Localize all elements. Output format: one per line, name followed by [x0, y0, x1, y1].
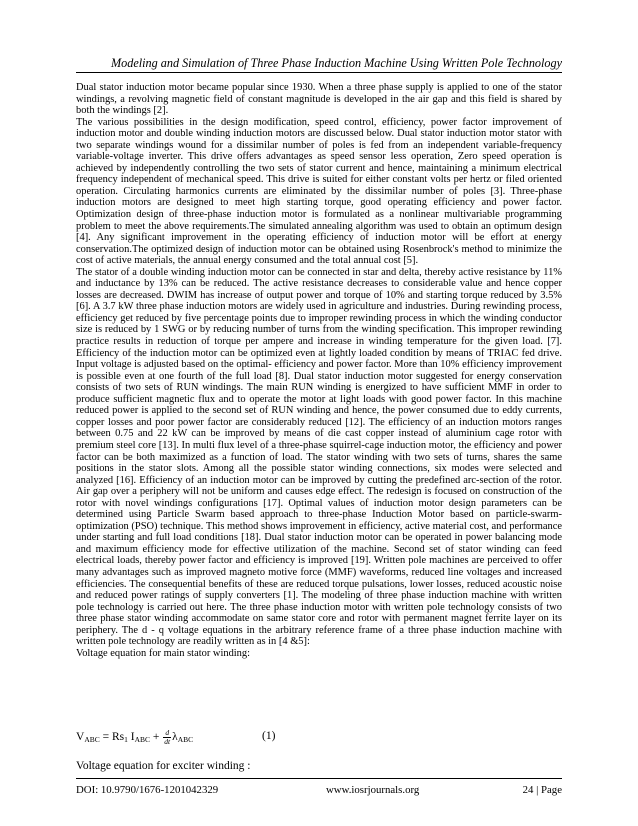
- paragraph-double-winding: The stator of a double winding induction motor can be connected in star and delta, thereby active resistance by 11% and inductance by 13% can be reduced. The active resistance decreases to considerable value and hence copper losses are decreased. DWIM has increase of output power and torque of 10% and starting torque reduced by 3.5% [6]. A 3.7 kW three phase induction motors are widely used in agriculture and industries. During rewinding process, efficiency get reduced by five percentage points due to improper rewinding process in which the winding conductor size is reduced by 1 SWG or by reducing number of turns from the winding specification. This improper rewinding practice results in reduction of torque per ampere and increase in winding temperature for the given load. [7]. Efficiency of the induction motor can be optimized even at lightly loaded condition by means of TRIAC fed drive. Input voltage is adjusted based on the optimal- efficiency and power factor. More than 10% efficiency improvement is possible even at one fourth of the full load [8]. Dual stator induction motor suggested for energy conservation consists of two sets of RUN windings. The main RUN winding is energized to have sufficient MMF in order to produce sufficient magnetic flux and to operate the motor at light loads with good power factor. In this machine reduced power is applied to the second set of RUN winding and hence, the power consumed due to eddy currents, copper losses and poor power factor are considerably reduced [12]. The efficiency of an induction motors ranges between 0.75 and 22 kW can be improved by means of die cast copper instead of aluminium cage rotor with premium steel core [13]. In multi flux level of a three-phase squirrel-cage induction motor, the efficiency and power factor can be both maximized as a function of load. The stator winding with two sets of turns, shares the same positions in the stator slots. Among all the possible stator winding connections, six modes were selected and analyzed [16]. Efficiency of an induction motor can be improved by cutting the predefined arc-section of the rotor. Air gap over a periphery will not be uniform and causes edge effect. The redesign is focused on construction of the rotor with novel windings configurations [17]. Optimal values of induction motor design parameters can be determined using Particle Swarm based approach to three-phase Induction Motor based on particle-swarm-optimization (PSO) technique. This method shows improvement in efficiency, active material cost, and performance under starting and full load conditions [18]. Dual stator induction motor can be operated in power balancing mode and maximum efficiency mode for effective utilization of the machine. Second set of stator winding can feed electrical loads, thereby power factor and efficiency is improved [19]. Written pole machines are perceived to offer many advantages such as improved magneto motive force (MMF) waveforms, reduced line voltages and increased efficiencies. The consequential benefits of these are reduced torque pulsations, lower losses, reduced acoustic noise and reduced power ratings of supply converters [1]. The modeling of three phase induction machine with written pole technology is carried out here. The three phase induction motor with written pole technology consists of two three phase stator winding accommodate on same stator core and rotor with permanent magnet ferrite layer on its periphery. The d - q voltage equations in the arbitrary reference frame of a three phase induction machine with written pole technology are readily written as in [4 &5]:: [76, 266, 562, 648]
- eq-resistance: Rs: [111, 731, 125, 744]
- eq-flux-linkage: λ: [172, 731, 178, 744]
- voltage-equation: [76, 729, 193, 747]
- eq-resistance-sub: 1: [124, 735, 128, 745]
- eq-current: I: [127, 731, 135, 744]
- exciter-equation-label: Voltage equation for exciter winding :: [76, 760, 251, 772]
- eq-derivative-den: dt: [164, 737, 171, 746]
- eq-derivative-num: d: [163, 729, 171, 738]
- body-text: [76, 82, 562, 659]
- running-header: Modeling and Simulation of Three Phase Induction Machine Using Written Pole Technology: [111, 56, 562, 70]
- eq-lhs-sub: ABC: [84, 735, 100, 745]
- paragraph-design-possibilities: The various possibilities in the design modification, speed control, efficiency, power factor improvement of induction motor and double winding induction motors are discussed below. Dual stator induction motor stator with two separate windings wound for a dissimilar number of poles is fed from an independent variable-frequency variable-voltage inverter. This drive offers advantages as speed sensor less operation, Zero speed operation is achieved by independently controlling the two sets of stator current and hence, maintaining a minimum electrical frequency independent of mechanical speed. This drive is suited for either constant volts per hertz or filed oriented operation. Circulating harmonics currents are eliminated by the dissimilar number of poles [3]. Three-phase induction motors are designed to meet high starting torque, good operating efficiency and power factor. Optimization design of three-phase induction motor is formulated as a nonlinear multivariable programming problem to meet the above requirements.The simulated annealing algorithm was used to obtain an optimum design [4]. Any significant improvement in the operating efficiency of induction motor will be effort at energy conservation.The optimized design of induction motor can be obtained using Rosenbrock's method to minimize the cost of active materials, the annual energy consumed and the total annual cost [5].: [76, 116, 562, 267]
- eq-lhs: V: [76, 731, 85, 744]
- header-rule: [76, 72, 562, 73]
- eq-current-sub: ABC: [134, 735, 151, 745]
- footer-doi: DOI: 10.9790/1676-1201042329: [76, 784, 219, 796]
- paragraph-dual-stator-history: Dual stator induction motor became popular since 1930. When a three phase supply is applied to one of the stator windings, a revolving magnetic field of constant magnitude is developed in the air gap and this field is shared by both the windings [2].: [76, 82, 562, 117]
- eq-equals: =: [99, 731, 112, 744]
- eq-plus: +: [150, 731, 163, 744]
- footer-page-number: 24 | Page: [522, 784, 562, 796]
- eq-derivative: [163, 729, 171, 746]
- footer-website: www.iosrjournals.org: [326, 784, 420, 796]
- main-stator-equation-label: Voltage equation for main stator winding:: [76, 647, 251, 659]
- footer-rule: [76, 778, 562, 779]
- equation-number: (1): [262, 730, 276, 742]
- eq-flux-linkage-sub: ABC: [177, 735, 194, 745]
